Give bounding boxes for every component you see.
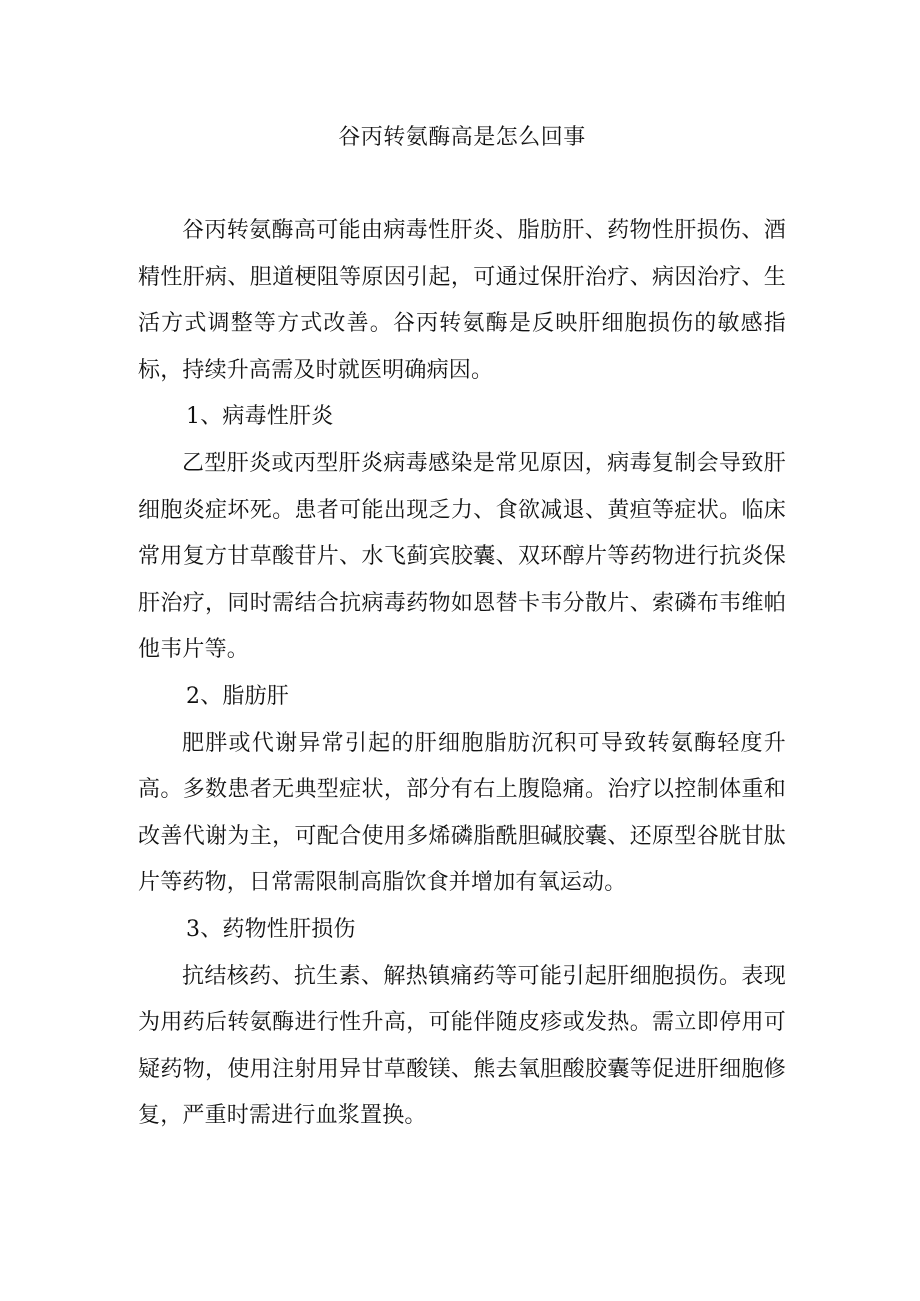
intro-paragraph: 谷丙转氨酶高可能由病毒性肝炎、脂肪肝、药物性肝损伤、酒精性肝病、胆道梗阻等原因引起，可通过保肝治疗、病因治疗、生活方式调整等方式改善。谷丙转氨酶是反映肝细胞损伤的敏感指标，持续升高需及时就医明确病因。	[138, 218, 786, 383]
section-heading-1: 1、病毒性肝炎	[186, 404, 334, 430]
section-heading-2: 2、脂肪肝	[186, 683, 289, 709]
document-title: 谷丙转氨酶高是怎么回事	[338, 125, 586, 150]
section-heading-3: 3、药物性肝损伤	[186, 916, 356, 942]
section-paragraph-1: 乙型肝炎或丙型肝炎病毒感染是常见原因，病毒复制会导致肝细胞炎症坏死。患者可能出现乏力、食欲减退、黄疸等症状。临床常用复方甘草酸苷片、水飞蓟宾胶囊、双环醇片等药物进行抗炎保肝治疗，同时需结合抗病毒药物如恩替卡韦分散片、索磷布韦维帕他韦片等。	[138, 450, 786, 663]
section-paragraph-3: 抗结核药、抗生素、解热镇痛药等可能引起肝细胞损伤。表现为用药后转氨酶进行性升高，可能伴随皮疹或发热。需立即停用可疑药物，使用注射用异甘草酸镁、熊去氧胆酸胶囊等促进肝细胞修复，严重时需进行血浆置换。	[138, 963, 786, 1129]
section-paragraph-2: 肥胖或代谢异常引起的肝细胞脂肪沉积可导致转氨酶轻度升高。多数患者无典型症状，部分有右上腹隐痛。治疗以控制体重和改善代谢为主，可配合使用多烯磷脂酰胆碱胶囊、还原型谷胱甘肽片等药物，日常需限制高脂饮食并增加有氧运动。	[138, 730, 786, 896]
document-body	[138, 208, 786, 1140]
